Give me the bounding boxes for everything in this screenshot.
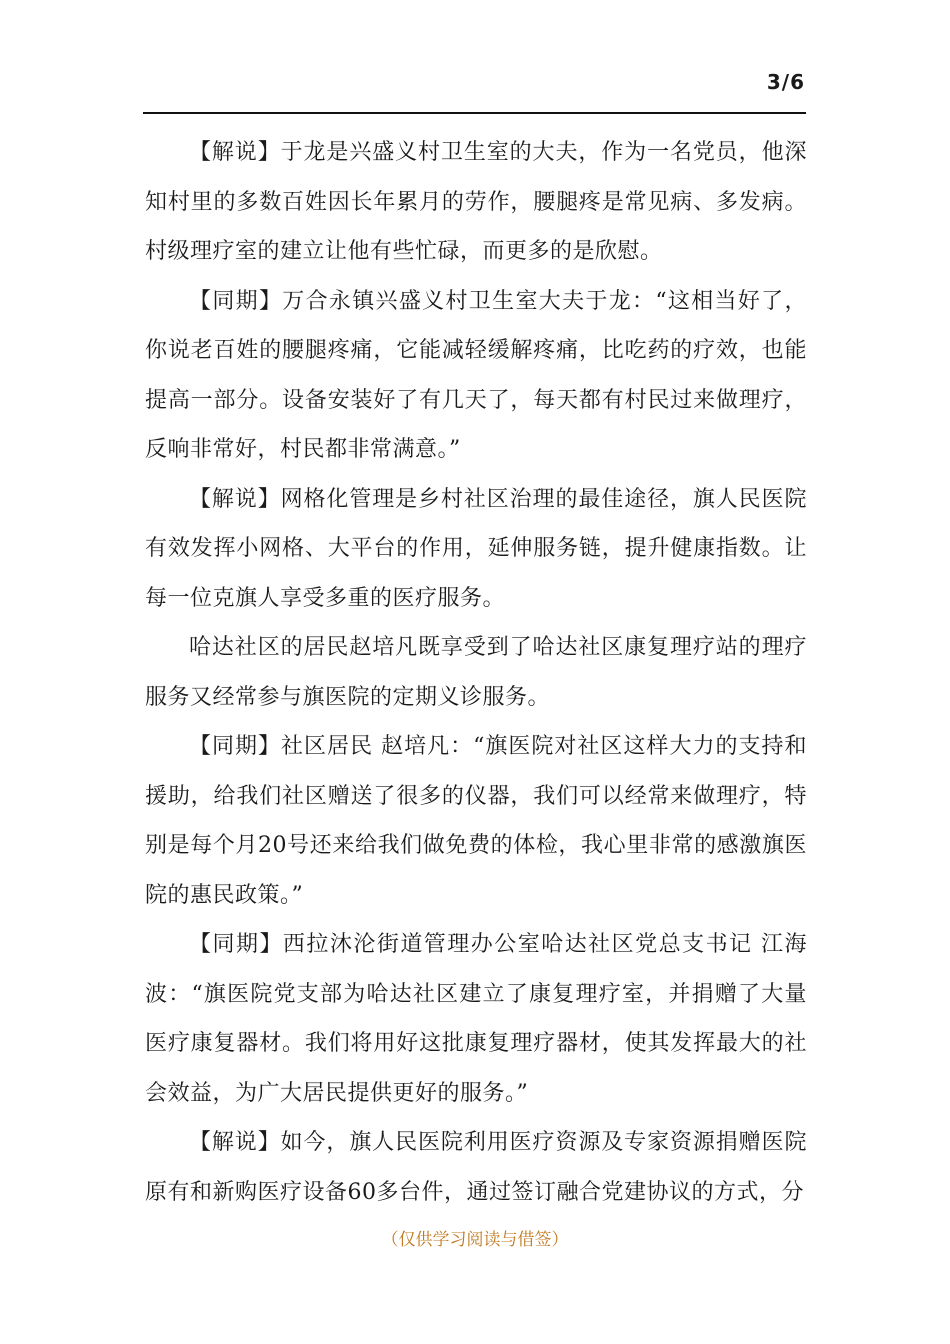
paragraph: 【解说】如今，旗人民医院利用医疗资源及专家资源捐赠医院原有和新购医疗设备60多台件，通过签订融合党建协议的方式，分 xyxy=(145,1130,807,1205)
paragraph: 【同期】社区居民 赵培凡：“旗医院对社区这样大力的支持和援助，给我们社区赠送了很多的仪器，我们可以经常来做理疗，特别是每个月20号还来给我们做免费的体检，我心里非常的感激旗医院的惠民政策。” xyxy=(145,734,807,908)
paragraph: 【解说】网格化管理是乡村社区治理的最佳途径，旗人民医院有效发挥小网格、大平台的作用，延伸服务链，提升健康指数。让每一位克旗人享受多重的医疗服务。 xyxy=(145,486,807,611)
document-body xyxy=(145,128,807,1217)
paragraph: 哈达社区的居民赵培凡既享受到了哈达社区康复理疗站的理疗服务又经常参与旗医院的定期义诊服务。 xyxy=(145,635,807,710)
paragraph: 【解说】于龙是兴盛义村卫生室的大夫，作为一名党员，他深知村里的多数百姓因长年累月的劳作，腰腿疼是常见病、多发病。村级理疗室的建立让他有些忙碌，而更多的是欣慰。 xyxy=(145,140,807,264)
page-number: 3/6 xyxy=(766,70,805,94)
footer-note: （仅供学习阅读与借签） xyxy=(381,1230,569,1250)
header-rule xyxy=(143,112,806,114)
paragraph: 【同期】西拉沐沦街道管理办公室哈达社区党总支书记 江海波：“旗医院党支部为哈达社区建立了康复理疗室，并捐赠了大量医疗康复器材。我们将用好这批康复理疗器材，使其发挥最大的社会效益，为广大居民提供更好的服务。” xyxy=(145,932,807,1106)
paragraph: 【同期】万合永镇兴盛义村卫生室大夫于龙：“这相当好了，你说老百姓的腰腿疼痛，它能减轻缓解疼痛，比吃药的疗效，也能提高一部分。设备安装好了有几天了，每天都有村民过来做理疗，反响非常好，村民都非常满意。” xyxy=(145,288,807,462)
